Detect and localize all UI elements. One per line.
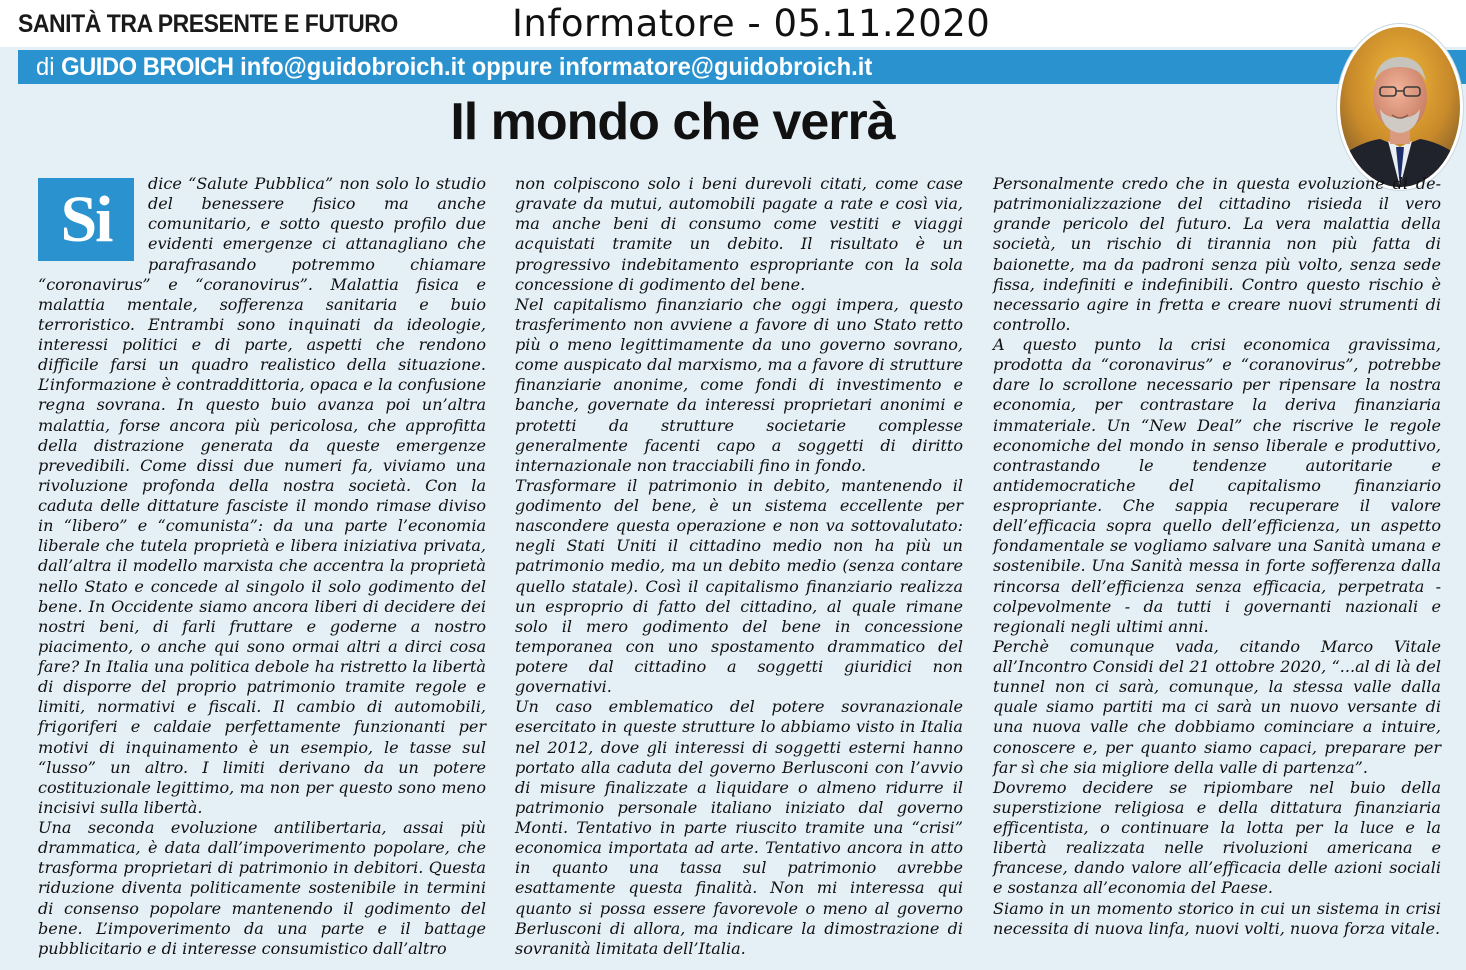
article-paragraph: Siamo in un momento storico in cui un sistema in crisi necessita di nuova linfa, nuovi volti, nuova forza vitale. xyxy=(993,898,1441,938)
article-paragraph: A questo punto la crisi economica gravissima, prodotta da “coronavirus” e “coranovirus”, potrebbe dare lo scrollone necessario per ripensare la nostra economia, per contrastare la deriva finanziaria immateriale. Un “New Deal” che riscrive le regole economiche del mondo in senso liberale e produttivo, contrastando le tendenze autoritarie e antidemocratiche del capitalismo finanziario espropriante. Che sappia recuperare il valore dell’efficacia sopra quello dell’efficienza, un aspetto fondamentale se vogliamo salvare una Sanità umana e sostenibile. Una Sanità messa in forte sofferenza dalla rincorsa dell’efficienza senza efficacia, perpetrata - colpevolmente - da tutti i governanti nazionali e regionali negli ultimi anni. xyxy=(993,335,1441,636)
article-paragraph: Un caso emblematico del potere sovranazionale esercitato in queste strutture lo abbiamo visto in Italia nel 2012, dove gli interessi di soggetti esterni hanno portato alla caduta del governo Berlusconi con l’avvio di misure finalizzate a liquidare o almeno ridurre il patrimonio personale italiano iniziato dal governo Monti. Tentativo in parte riuscito tramite una “crisi” economica importata ad arte. Tentativo ancora in atto in quanto una tassa sul patrimonio avrebbe esattamente questa finalità. Non mi interessa qui quanto si possa essere favorevole o meno al governo Berlusconi di allora, ma indicare la dimostrazione di sovranità limitata dell’Italia. xyxy=(515,697,963,958)
article-paragraph: Personalmente credo che in questa evoluzione di de-patrimonializzazione del cittadino risieda il vero grande pericolo del futuro. La vera malattia della società, un rischio di tirannia non più fatta di baionette, ma da padroni senza più volto, senza sede fissa, indefiniti e indefinibili. Contro questo rischio è necessario agire in fretta e creare nuovi strumenti di controllo. xyxy=(993,174,1441,334)
article-paragraph: dice “Salute Pubblica” non solo lo studio del benessere fisico ma anche comunitario, e sotto questo profilo due evidenti emergenze ci attanagliano che parafrasando potremmo chiamare “coronavirus” e “coranovirus”. Malattia fisica e malattia mentale, sofferenza sanitaria e buio terroristico. Entrambi sono inquinati da ideologie, interessi politici e di parte, aspetti che rendono difficile farsi un quadro realistico della situazione. L’informazione è contraddittoria, opaca e la confusione regna sovrana. In questo buio avanza poi un’altra malattia, forse ancora più pericolosa, che approfitta della distrazione generata da queste emergenze prevedibili. Come dissi due numeri fa, viviamo una rivoluzione profonda della nostra società. Con la caduta delle dittature fasciste il mondo rimase diviso in “libero” e “comunista”: da una parte l’economia liberale che tutela proprietà e libera iniziativa privata, dall’altra il modello marxista che accentra la proprietà nello Stato e concede al singolo il solo godimento del bene. In Occidente siamo ancora liberi di decidere dei nostri beni, di farli fruttare e goderne a nostro piacimento, o anche qui sono ormai altri a dirci cosa fare? In Italia una politica debole ha ristretto la libertà di disporre del proprio patrimonio tramite regole e limiti, normativi e fiscali. Il cambio di automobili, frigoriferi e caldaie perfettamente funzionanti per motivi di inquinamento è un esempio, le tasse sul “lusso” un altro. I limiti derivano da un potere costituzionale legittimo, ma non per questo sono meno incisivi sulla libertà. xyxy=(38,174,486,817)
article-paragraph: Perchè comunque vada, citando Marco Vitale all’Incontro Considi del 21 ottobre 2020, “...al di là del tunnel non ci sarà, comunque, la stessa valle dalla quale siamo partiti ma ci sarà un nuovo versante di una nuova valle che dobbiamo cominciare a intuire, conoscere e, per quanto siamo capaci, preparare per far sì che sia migliore della valle di partenza”. xyxy=(993,636,1441,777)
article-paragraph: Una seconda evoluzione antilibertaria, assai più drammatica, è data dall’impoverimento popolare, che trasforma proprietari di patrimonio in debitori. Questa riduzione diventa politicamente sostenibile in termini di consenso popolare mantenendo il godimento del bene. L’impoverimento da una parte e il battage pubblicitario e di interesse consumistico dall’altro xyxy=(38,818,486,958)
article-paragraph: Trasformare il patrimonio in debito, mantenendo il godimento del bene, è un sistema eccellente per nascondere questa operazione e non va sottovalutato: negli Stati Uniti il cittadino medio non ha più un patrimonio medio, ma un debito medio (senza contare quello statale). Così il capitalismo finanziario realizza un esproprio di fatto del cittadino, al quale rimane solo il mero godimento del bene in concessione temporanea con uno spostamento drammatico del potere dal cittadino a soggetti giuridici non governativi. xyxy=(515,475,963,697)
byline xyxy=(36,53,872,82)
article-column-3 xyxy=(993,174,1441,939)
article-paragraph: Nel capitalismo finanziario che oggi impera, questo trasferimento non avviene a favore di uno Stato retto più o meno legittimamente da uno governo sovrano, come auspicato dal marxismo, ma a favore di strutture finanziarie anonime, come fondi di investimento e banche, governate da interessi proprietari anonimi e protetti da strutture societarie complesse generalmente facenti capo a soggetti di diritto internazionale non tracciabili fino in fondo. xyxy=(515,294,963,475)
author-name: GUIDO BROICH xyxy=(61,53,234,81)
author-email-primary[interactable]: info@guidobroich.it xyxy=(240,53,466,81)
author-portrait-illustration xyxy=(1340,27,1460,187)
article-column-1 xyxy=(38,174,486,959)
article-column-2 xyxy=(515,174,963,959)
article-headline: Il mondo che verrà xyxy=(450,93,895,151)
byline-separator: oppure xyxy=(471,53,553,81)
author-portrait xyxy=(1337,24,1463,190)
article-paragraph: non colpiscono solo i beni durevoli citati, come case gravate da mutui, automobili pagate a rate e così via, ma anche beni di consumo come vestiti e viaggi acquistati tramite un debito. Il risultato è un progressivo indebitamento espropriante con la sola concessione di godimento del bene. xyxy=(515,174,963,294)
top-bar xyxy=(0,0,1466,47)
section-title: SANITÀ TRA PRESENTE E FUTURO xyxy=(18,10,398,38)
edition-date: Informatore - 05.11.2020 xyxy=(512,2,991,45)
byline-prefix: di xyxy=(36,53,55,81)
author-bar xyxy=(18,50,1466,84)
drop-cap: Si xyxy=(38,178,134,261)
author-email-secondary[interactable]: informatore@guidobroich.it xyxy=(558,53,873,81)
article-paragraph: Dovremo decidere se ripiombare nel buio della superstizione religiosa e della dittatura finanziaria efficentista, o continuare la lotta per la luce e la libertà realizzata nelle rivoluzioni americana e francese, dando valore all’efficacia delle azioni sociali e sostanza all’economia del Paese. xyxy=(993,777,1441,898)
